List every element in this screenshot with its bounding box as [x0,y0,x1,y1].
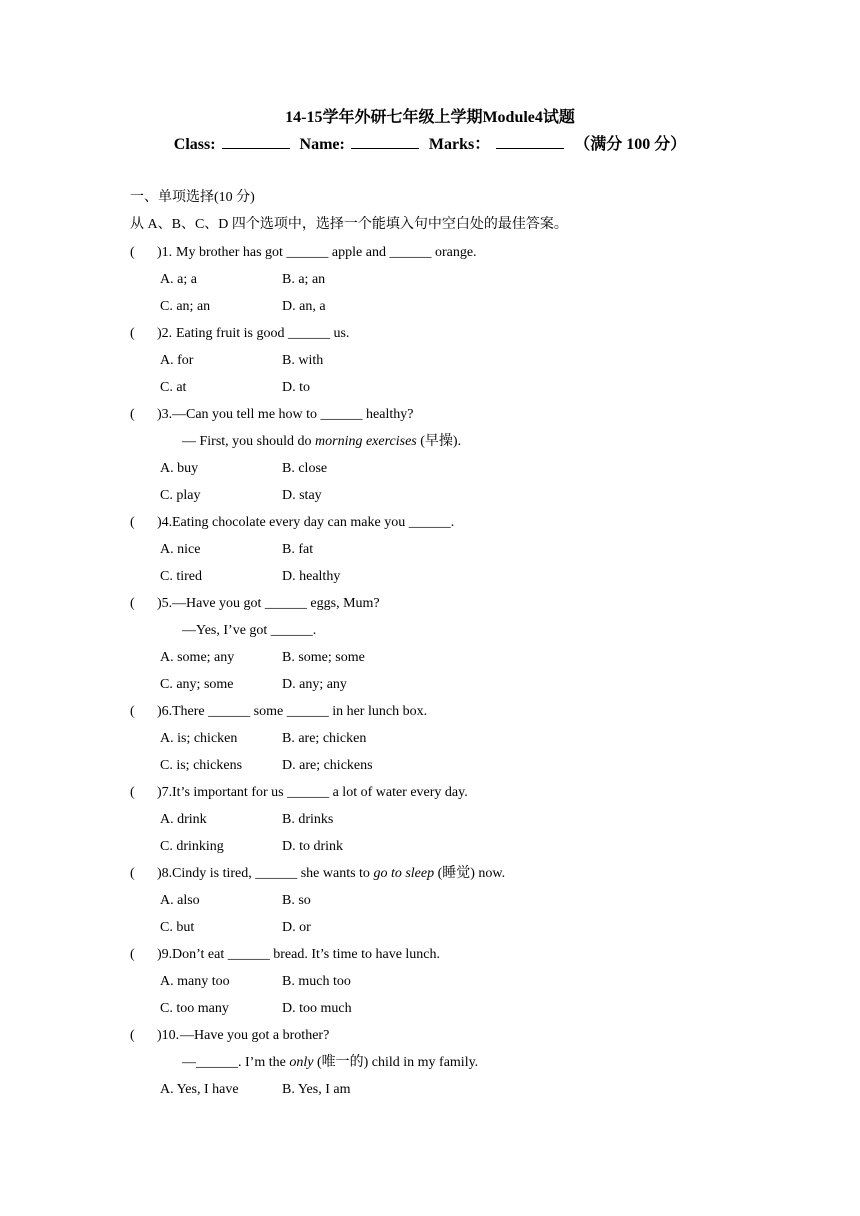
stem-italic: go to sleep [373,866,435,881]
question-number: )10. [157,1028,180,1043]
marks-label: Marks： [428,136,491,153]
option-a: A. a; a [160,272,197,287]
option-c: C. tired [160,569,202,584]
answer-paren: ( [130,326,135,341]
option-c: C. at [160,380,187,395]
question-number: )2. [157,326,173,341]
option-b: B. so [282,893,311,908]
option-c: C. but [160,920,195,935]
marks-blank [496,134,564,149]
question-number: )9. [157,947,173,962]
student-info-line [0,134,860,156]
option-a: A. Yes, I have [160,1082,239,1097]
option-d: D. to drink [282,839,344,854]
stem-pre: Cindy is tired, ______ she wants to [172,866,374,881]
option-b: B. a; an [282,272,326,287]
question-stem: Eating fruit is good ______ us. [176,326,350,341]
question-stem: My brother has got ______ apple and ______ orange. [176,245,477,260]
option-b: B. close [282,461,328,476]
reply-text [182,432,461,452]
option-b: B. fat [282,542,314,557]
answer-paren: ( [130,704,135,719]
reply-post: (早操). [416,434,462,449]
option-c: C. drinking [160,839,224,854]
option-c: C. an; an [160,299,211,314]
stem-post: (睡觉) now. [434,866,506,881]
answer-paren: ( [130,866,135,881]
option-b: B. Yes, I am [282,1082,351,1097]
question-number: )7. [157,785,173,800]
option-b: B. are; chicken [282,731,367,746]
answer-paren: ( [130,407,135,422]
reply-text [182,1053,478,1073]
option-c: C. any; some [160,677,234,692]
question-stem: —Have you got a brother? [180,1028,330,1043]
question-stem: Eating chocolate every day can make you ______. [172,515,455,530]
option-b: B. much too [282,974,351,989]
answer-paren: ( [130,245,135,260]
reply-pre: —______. I’m the [182,1055,290,1070]
section-instruction: 从 A、B、C、D 四个选项中，选择一个能填入句中空白处的最佳答案。 [130,217,568,232]
answer-paren: ( [130,947,135,962]
option-a: A. drink [160,812,207,827]
question-number: )4. [157,515,173,530]
question-number: )1. [157,245,173,260]
option-a: A. is; chicken [160,731,238,746]
option-b: B. some; some [282,650,365,665]
page-title: 14-15学年外研七年级上学期Module4试题 [285,109,575,126]
question-number: )8. [157,866,173,881]
question-stem: It’s important for us ______ a lot of water every day. [172,785,468,800]
class-label: Class: [173,136,216,153]
question-number: )6. [157,704,173,719]
option-d: D. are; chickens [282,758,373,773]
reply-pre: — First, you should do [182,434,316,449]
answer-paren: ( [130,1028,135,1043]
question-stem: —Have you got ______ eggs, Mum? [172,596,380,611]
option-a: A. for [160,353,194,368]
question-stem: Don’t eat ______ bread. It’s time to have lunch. [172,947,441,962]
answer-paren: ( [130,785,135,800]
option-a: A. also [160,893,200,908]
full-score: （满分 100 分） [574,136,687,153]
class-blank [222,134,290,149]
option-c: C. too many [160,1001,229,1016]
section-heading: 一、单项选择(10 分) [130,190,255,205]
reply-italic: morning exercises [315,434,417,449]
option-d: D. stay [282,488,322,503]
option-d: D. to [282,380,310,395]
option-d: D. an, a [282,299,326,314]
option-d: D. too much [282,1001,352,1016]
answer-paren: ( [130,596,135,611]
option-a: A. many too [160,974,230,989]
option-c: C. play [160,488,201,503]
reply-post: (唯一的) child in my family. [313,1055,479,1070]
name-label: Name: [299,136,345,153]
question-stem [172,864,505,884]
option-a: A. nice [160,542,201,557]
answer-paren: ( [130,515,135,530]
question-stem: There ______ some ______ in her lunch box. [172,704,428,719]
question-number: )5. [157,596,173,611]
option-d: D. healthy [282,569,341,584]
option-c: C. is; chickens [160,758,243,773]
reply-italic: only [289,1055,314,1070]
question-number: )3. [157,407,173,422]
option-a: A. buy [160,461,199,476]
option-d: D. or [282,920,311,935]
reply-text: —Yes, I’ve got ______. [182,623,317,638]
option-a: A. some; any [160,650,235,665]
option-b: B. with [282,353,324,368]
option-b: B. drinks [282,812,334,827]
question-stem: —Can you tell me how to ______ healthy? [172,407,414,422]
option-d: D. any; any [282,677,347,692]
name-blank [351,134,419,149]
